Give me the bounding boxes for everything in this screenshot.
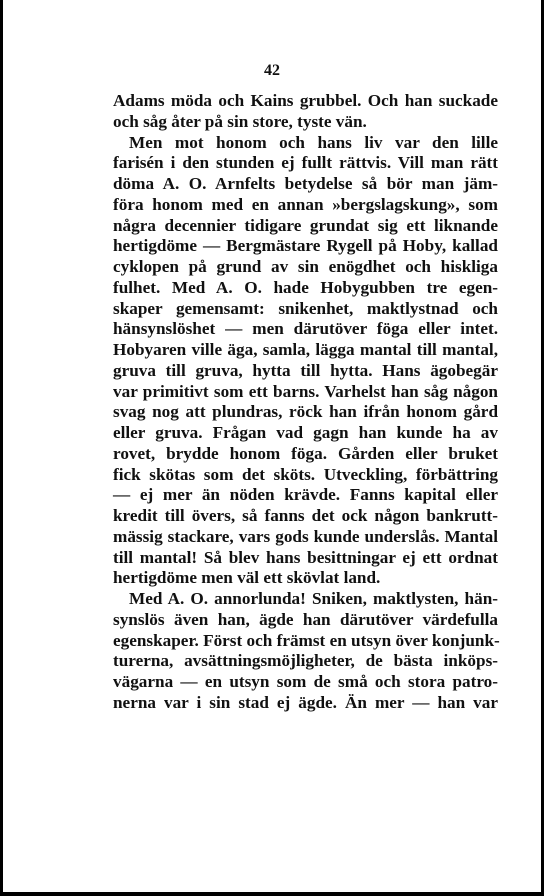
text-line: vägarna — en utsyn som de små och stora patro- [113,672,498,691]
text-line: rovet, brydde honom föga. Gården eller bruket [113,443,498,463]
text-line: kredit till övers, så fanns det ock någon bankrutt- [113,506,498,525]
text-line: föra honom med en annan »bergslagskung», som [113,194,498,214]
text-line: mässig stackare, vars gods kunde underslås. Mantal [113,526,498,546]
text-line: fulhet. Med A. O. hade Hobygubben tre egen- [113,277,498,297]
text-line: Adams möda och Kains grubbel. Och han suckade [113,91,498,110]
text-line: Hobyaren ville äga, samla, lägga mantal till mantal, [113,340,498,359]
text-line: Med A. O. annorlunda! Sniken, maktlysten, hän- [129,589,498,608]
text-line: nerna var i sin stad ej ägde. Än mer — han var [113,692,498,712]
body-text [113,91,498,714]
text-line: synslös även han, ägde han därutöver värdefulla [113,609,498,629]
text-line: och såg åter på sin store, tyste vän. [113,111,367,131]
text-line: hertigdöme men väl ett skövlat land. [113,568,381,588]
text-line: farisén i den stunden ej fullt rättvis. Vill man rätt [113,153,498,173]
text-line: döma A. O. Arnfelts betydelse så bör man jäm- [113,174,498,193]
text-line: svag nog att plundras, röck han ifrån honom gård [113,402,498,422]
text-line: fick skötas som det sköts. Utveckling, förbättring [113,464,498,484]
text-line: till mantal! Så blev hans besittningar ej ett ordnat [113,547,498,567]
text-line: eller gruva. Frågan vad gagn han kunde ha av [113,423,498,442]
text-line: turerna, avsättningsmöjligheter, de bästa inköps- [113,651,498,671]
text-line: några decennier tidigare grundat sig ett liknande [113,215,498,235]
page-bottom-rule [0,892,544,896]
text-line: Men mot honom och hans liv var den lille [129,132,498,152]
text-line: — ej mer än nöden krävde. Fanns kapital eller [113,485,498,505]
text-line: var primitivt som ett barns. Varhelst han såg någon [113,381,498,401]
page-left-edge [0,0,3,896]
text-line: cyklopen på grund av sin enögdhet och hiskliga [113,257,498,276]
text-line: skaper gemensamt: snikenhet, maktlystnad och [113,298,498,318]
text-line: gruva till gruva, hytta till hytta. Hans ägobegär [113,360,498,380]
page-number: 42 [264,62,280,79]
text-line: hänsynslöshet — men därutöver föga eller intet. [113,319,498,339]
text-line: egenskaper. Först och främst en utsyn över konjunk- [113,630,500,650]
text-line: hertigdöme — Bergmästare Rygell på Hoby, kallad [113,236,498,256]
